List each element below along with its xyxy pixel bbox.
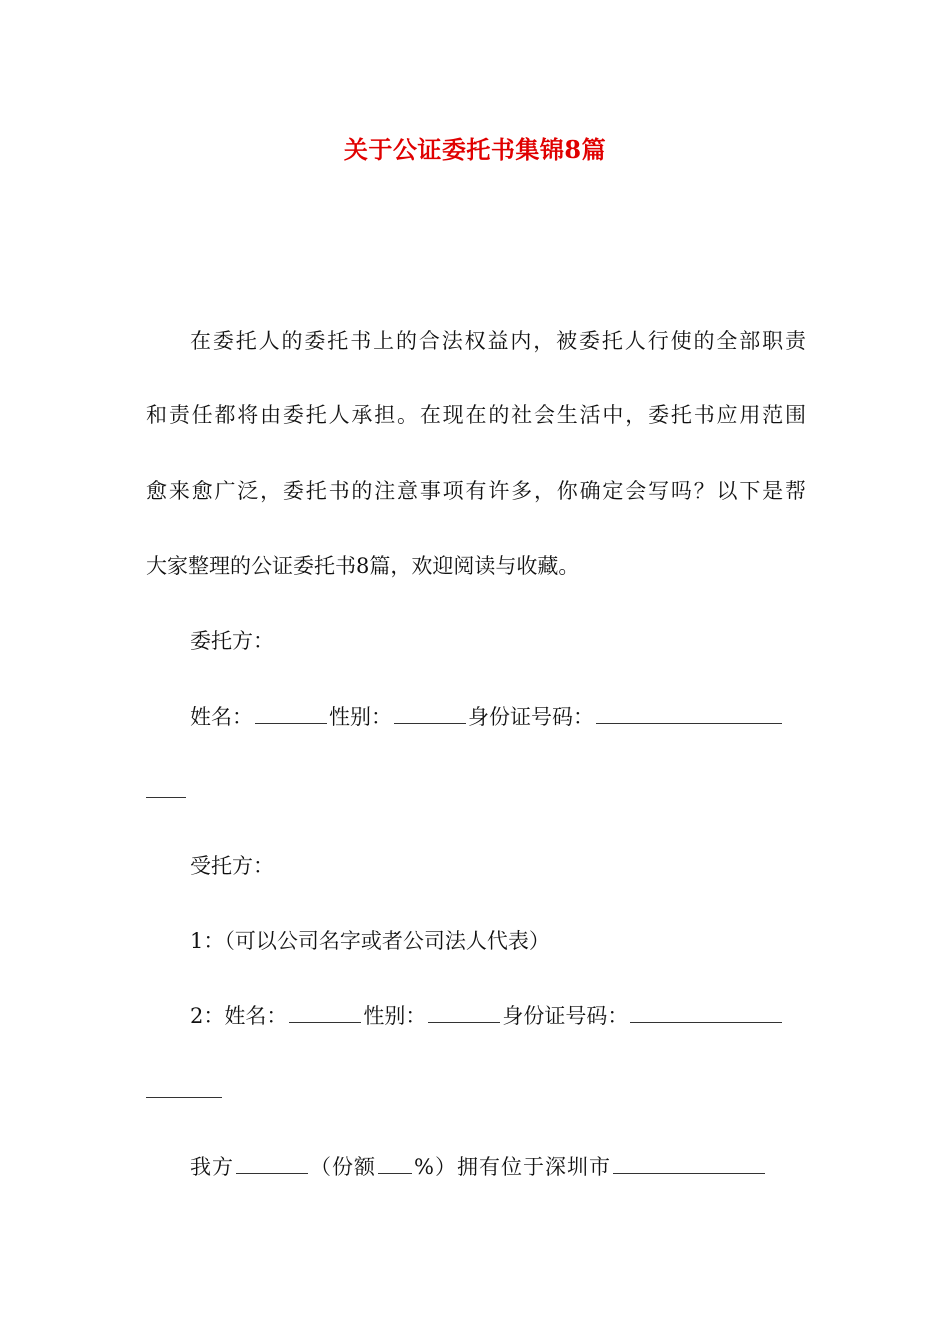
agent-id-blank-continuation	[146, 1097, 222, 1098]
name-blank[interactable]	[255, 701, 327, 724]
agent-item-1: 1：（可以公司名字或者公司法人代表）	[190, 929, 550, 953]
name-label: 姓名：	[190, 705, 253, 729]
agent-gender-label: 性别：	[363, 1004, 427, 1028]
agent-heading: 受托方：	[190, 854, 274, 878]
agent-name-label: 2：姓名：	[190, 1004, 288, 1028]
agent-id-blank[interactable]	[630, 1000, 782, 1023]
ownership-part-3: %）拥有位于深圳市	[414, 1155, 611, 1179]
id-label: 身份证号码：	[468, 705, 594, 729]
intro-line-2: 和责任都将由委托人承担。在现在的社会生活中，委托书应用范围	[146, 403, 806, 427]
agent-id-label: 身份证号码：	[502, 1004, 629, 1028]
intro-line-1: 在委托人的委托书上的合法权益内，被委托人行使的全部职责	[190, 329, 806, 353]
gender-blank[interactable]	[394, 701, 466, 724]
agent-name-blank[interactable]	[289, 1000, 361, 1023]
location-blank[interactable]	[613, 1151, 765, 1174]
ownership-part-2: （份额	[310, 1155, 376, 1179]
id-blank[interactable]	[596, 701, 782, 724]
ownership-part-1: 我方	[190, 1155, 234, 1179]
principal-heading: 委托方：	[190, 629, 274, 653]
agent-item-2-row	[190, 1000, 806, 1031]
principal-fields-row	[190, 701, 806, 732]
intro-line-3: 愈来愈广泛，委托书的注意事项有许多，你确定会写吗？以下是帮	[146, 479, 806, 503]
gender-label: 性别：	[329, 705, 392, 729]
document-title: 关于公证委托书集锦8篇	[343, 135, 607, 164]
ownership-row	[190, 1151, 806, 1182]
id-blank-continuation	[146, 797, 186, 798]
share-percent-blank[interactable]	[378, 1151, 412, 1174]
intro-line-4: 大家整理的公证委托书8篇，欢迎阅读与收藏。	[146, 554, 580, 578]
ownership-party-blank[interactable]	[236, 1151, 308, 1174]
agent-gender-blank[interactable]	[428, 1000, 500, 1023]
